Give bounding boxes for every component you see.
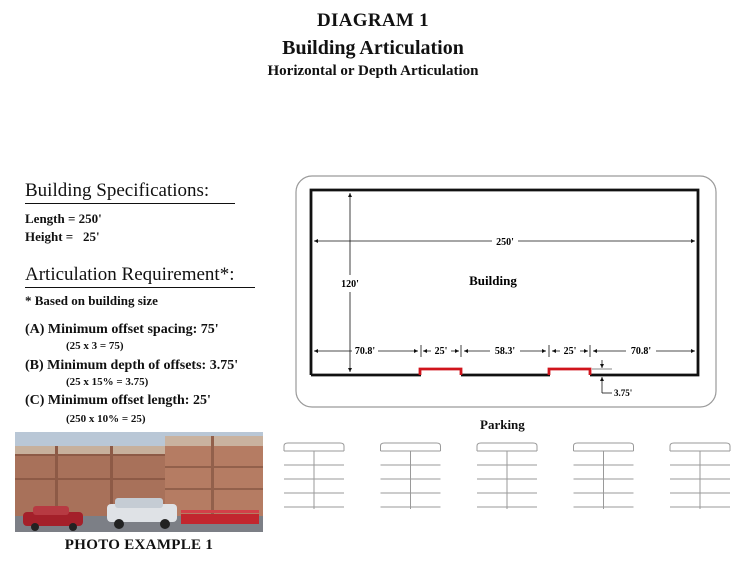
requirement-a: (A) Minimum offset spacing: 75'	[25, 322, 219, 337]
site-boundary	[296, 176, 716, 407]
photo-caption: PHOTO EXAMPLE 1	[64, 537, 214, 553]
diagram-number: DIAGRAM 1	[317, 10, 429, 31]
requirement-a-calc: (25 x 3 = 75)	[66, 340, 124, 352]
diagram-subtitle: Horizontal or Depth Articulation	[267, 63, 479, 79]
parking-label: Parking	[480, 417, 525, 432]
segment-label-3: 58.3'	[494, 346, 516, 357]
requirement-c-calc: (250 x 10% = 25)	[66, 413, 146, 425]
offset-right	[549, 369, 590, 375]
offset-depth-label: 3.75'	[614, 388, 633, 398]
building-label: Building	[469, 273, 517, 288]
offset-left	[420, 369, 461, 375]
requirement-b: (B) Minimum depth of offsets: 3.75'	[25, 358, 239, 373]
parking-stalls	[284, 443, 730, 509]
spec-length: Length = 250'	[25, 211, 102, 226]
requirement-heading: Articulation Requirement*:	[25, 264, 255, 288]
parking-stall-group	[381, 443, 441, 509]
depth-label: 120'	[341, 279, 359, 290]
segment-label-1: 70.8'	[354, 346, 376, 357]
width-label: 250'	[496, 237, 514, 248]
parking-stall-group	[477, 443, 537, 509]
parking-stall-group	[284, 443, 344, 509]
specs-heading: Building Specifications:	[25, 180, 235, 204]
requirement-c: (C) Minimum offset length: 25'	[25, 393, 211, 408]
segment-label-5: 70.8'	[630, 346, 652, 357]
segment-label-2: 25'	[434, 346, 448, 357]
requirement-b-calc: (25 x 15% = 3.75)	[66, 376, 149, 388]
spec-height: Height = 25'	[25, 229, 100, 244]
parking-stall-group	[574, 443, 634, 509]
diagram-title: Building Articulation	[282, 37, 464, 59]
parking-stall-group	[670, 443, 730, 509]
requirement-note: * Based on building size	[25, 293, 158, 308]
segment-label-4: 25'	[563, 346, 577, 357]
